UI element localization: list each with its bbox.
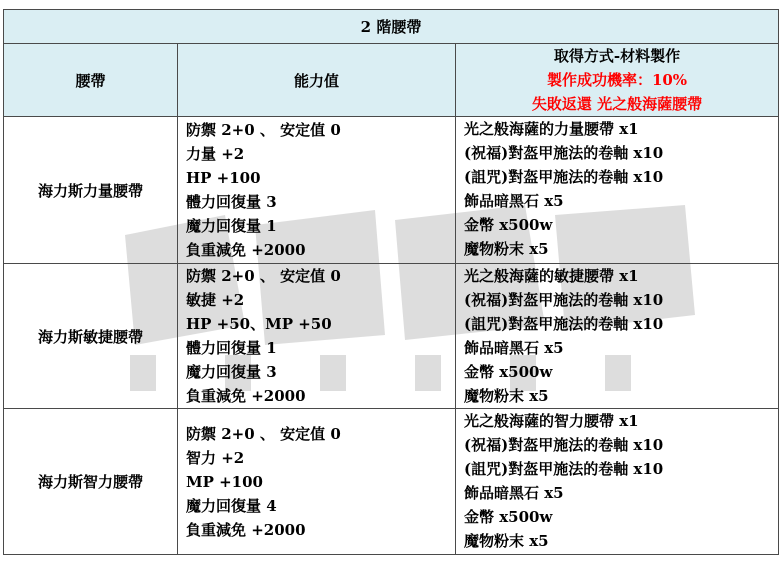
- table-row: [4, 264, 779, 409]
- stat-line: 智力 +2: [186, 448, 245, 467]
- belt-crafting-table: [3, 9, 779, 555]
- material-line: 飾品暗黑石 x5: [464, 192, 564, 210]
- header-ability: 能力值: [178, 44, 456, 117]
- material-line: (詛咒)對盔甲施法的卷軸 x10: [464, 315, 664, 333]
- stat-line: 負重減免 +2000: [186, 241, 306, 259]
- material-line: (詛咒)對盔甲施法的卷軸 x10: [464, 460, 664, 478]
- stat-line: 防禦 2+0 、 安定值 0: [186, 267, 341, 285]
- belt-stats: [178, 264, 456, 409]
- material-line: 魔物粉末 x5: [464, 387, 549, 405]
- table-title: 2 階腰帶: [4, 10, 779, 44]
- belt-stats: [178, 117, 456, 264]
- table-row: [4, 409, 779, 555]
- stat-line: 負重減免 +2000: [186, 520, 306, 539]
- material-line: 飾品暗黑石 x5: [464, 339, 564, 357]
- stat-line: 魔力回復量 4: [186, 496, 277, 515]
- stat-line: 體力回復量 3: [186, 193, 277, 211]
- material-line: 光之般海薩的智力腰帶 x1: [464, 412, 639, 430]
- stat-line: HP +50、MP +50: [186, 315, 332, 333]
- method-label: 取得方式-材料製作: [553, 47, 681, 65]
- fail-return: 失敗返還 光之般海薩腰帶: [531, 95, 703, 113]
- stat-line: 魔力回復量 1: [186, 217, 277, 235]
- material-line: 魔物粉末 x5: [464, 532, 549, 550]
- belt-materials: [456, 117, 779, 264]
- belt-stats: [178, 409, 456, 555]
- stat-line: 敏捷 +2: [186, 291, 245, 309]
- belt-name: 海力斯智力腰帶: [4, 409, 178, 555]
- stat-line: 力量 +2: [186, 145, 245, 163]
- material-line: (祝福)對盔甲施法的卷軸 x10: [464, 436, 664, 454]
- stat-line: 魔力回復量 3: [186, 363, 277, 381]
- stat-line: HP +100: [186, 169, 261, 187]
- material-line: (祝福)對盔甲施法的卷軸 x10: [464, 291, 664, 309]
- material-line: (詛咒)對盔甲施法的卷軸 x10: [464, 168, 664, 186]
- material-line: 魔物粉末 x5: [464, 240, 549, 258]
- material-line: 光之般海薩的敏捷腰帶 x1: [464, 267, 639, 285]
- belt-name: 海力斯敏捷腰帶: [4, 264, 178, 409]
- material-line: (祝福)對盔甲施法的卷軸 x10: [464, 144, 664, 162]
- material-line: 光之般海薩的力量腰帶 x1: [464, 120, 639, 138]
- header-method: [456, 44, 779, 117]
- stat-line: MP +100: [186, 472, 263, 491]
- material-line: 金幣 x500w: [464, 508, 553, 526]
- table-row: [4, 117, 779, 264]
- stat-line: 防禦 2+0 、 安定值 0: [186, 121, 341, 139]
- stat-line: 負重減免 +2000: [186, 387, 306, 405]
- belt-materials: [456, 264, 779, 409]
- material-line: 飾品暗黑石 x5: [464, 484, 564, 502]
- success-rate: 製作成功機率：10%: [546, 71, 688, 89]
- belt-name: 海力斯力量腰帶: [4, 117, 178, 264]
- material-line: 金幣 x500w: [464, 216, 553, 234]
- stat-line: 防禦 2+0 、 安定值 0: [186, 424, 341, 443]
- stat-line: 體力回復量 1: [186, 339, 277, 357]
- belt-materials: [456, 409, 779, 555]
- material-line: 金幣 x500w: [464, 363, 553, 381]
- header-belt: 腰帶: [4, 44, 178, 117]
